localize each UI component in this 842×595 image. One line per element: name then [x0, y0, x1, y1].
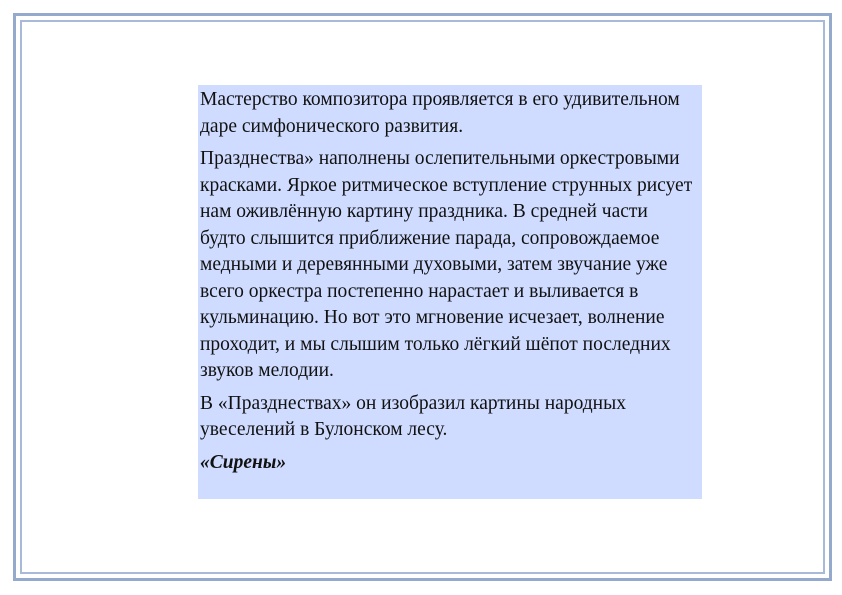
- paragraph-festivals-description: Празднества» наполнены ослепительными оркестровыми красками. Яркое ритмическое вступление струнных рисует нам оживлённую картину праздника. В средней части будто слышится приближение парада, сопровождаемое медными и деревянными духовыми, затем звучание уже всего оркестра постепенно нарастает и выливается в кульминацию. Но вот это мгновение исчезает, волнение проходит, и мы слышим только лёгкий шёпот последних звуков мелодии.: [200, 148, 693, 381]
- paragraph-intro: Мастерство композитора проявляется в его удивительном даре симфонического развития.: [200, 89, 680, 137]
- section-title-sirens: «Сирены»: [200, 451, 287, 473]
- paragraph-festivals-summary: В «Празднествах» он изобразил картины народных увеселений в Булонском лесу.: [200, 392, 626, 440]
- text-box: [198, 85, 702, 499]
